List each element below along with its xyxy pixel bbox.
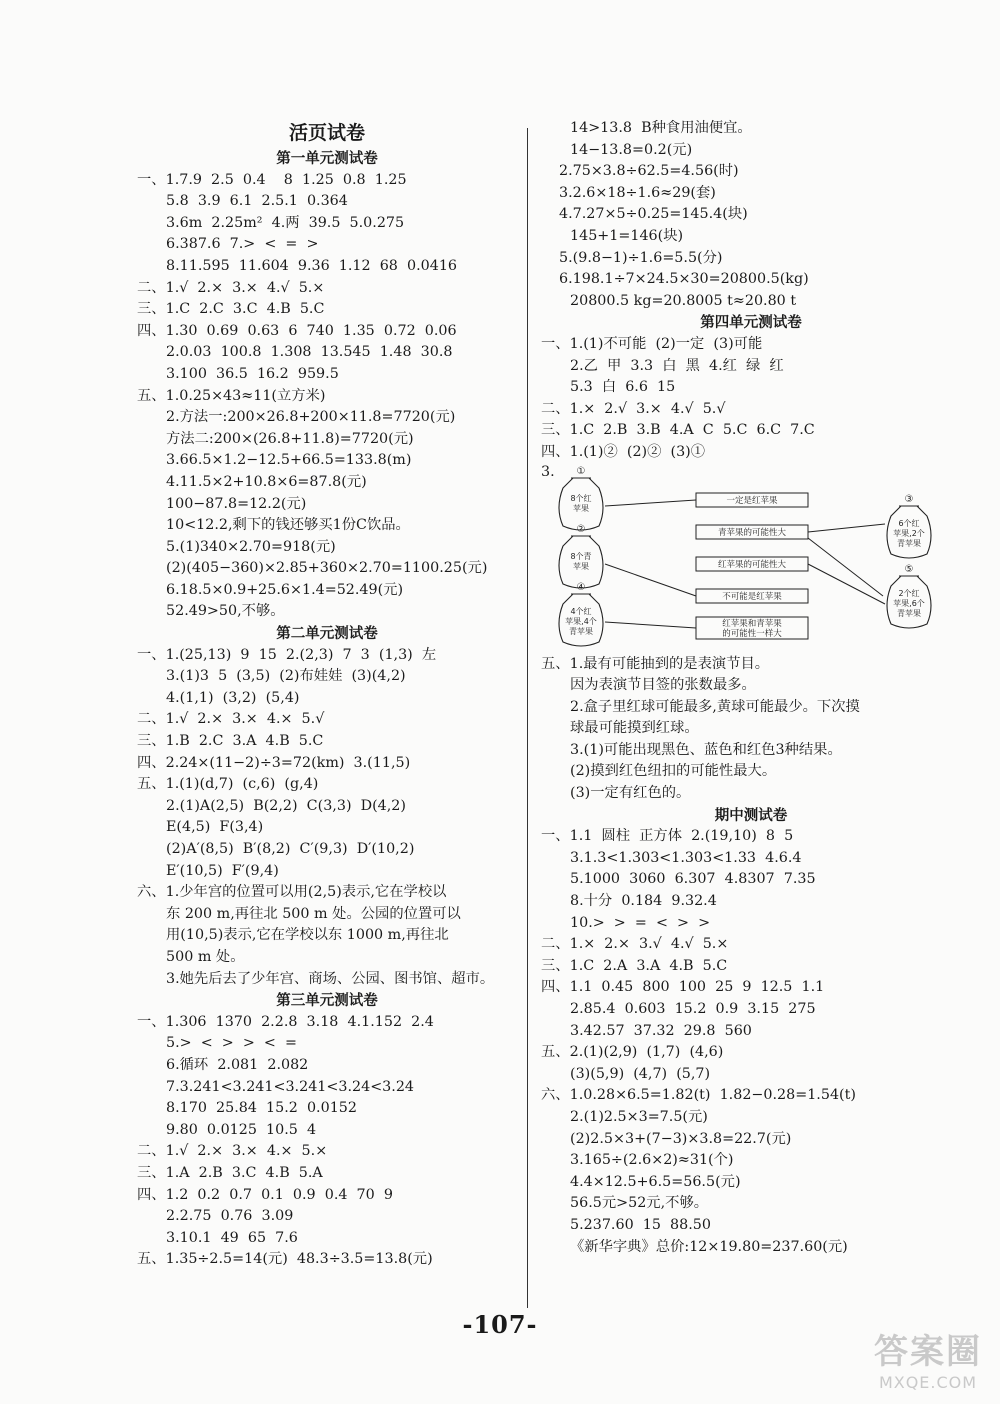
answer-line: E′(10,5) F′(9,4)	[166, 862, 279, 879]
answer-line: (3)(5,9) (4,7) (5,7)	[570, 1065, 711, 1082]
answer-line: 2.0.03 100.8 1.308 13.545 1.48 30.8	[166, 344, 453, 361]
answer-line: 3.2.6×18÷1.6≈29(套)	[559, 184, 716, 201]
answer-line: 一、1.1 圆柱 正方体 2.(19,10) 8 5	[541, 828, 794, 845]
bag-text: 苹果,2个	[893, 528, 925, 538]
answer-line: 4.7.27×5÷0.25=145.4(块)	[559, 206, 748, 223]
connector-line	[605, 500, 696, 506]
answer-line: 5.3 白 6.6 15	[570, 379, 676, 396]
answer-line: (2)(405−360)×2.85+360×2.70=1100.25(元)	[166, 560, 488, 577]
bag-number: ④	[576, 581, 586, 593]
bag-text: 8个红	[570, 493, 592, 503]
answer-box-text: 不可能是红苹果	[722, 591, 782, 602]
answer-line: 4.4×12.5+6.5=56.5(元)	[570, 1173, 741, 1190]
answer-line: 2.2.75 0.76 3.09	[166, 1208, 294, 1225]
answer-line: 一、1.7.9 2.5 0.4 8 1.25 0.8 1.25	[137, 171, 407, 188]
connector-line	[808, 524, 885, 532]
answer-line: 二、1.√ 2.× 3.× 4.× 5.×	[137, 1143, 328, 1160]
answer-line: 3.100 36.5 16.2 959.5	[166, 365, 339, 382]
answer-line: 四、1.2 0.2 0.7 0.1 0.9 0.4 70 9	[137, 1186, 393, 1203]
answer-line: 一、1.306 1370 2.2.8 3.18 4.1.152 2.4	[137, 1013, 434, 1030]
answer-line: 2.75×3.8÷62.5=4.56(时)	[559, 163, 739, 180]
bag-number: ②	[576, 523, 586, 535]
section-heading: 活页试卷	[288, 122, 365, 144]
answer-line: 20800.5 kg=20.8005 t≈20.80 t	[570, 292, 797, 309]
bag-number: ①	[576, 465, 586, 477]
bag-number: ③	[904, 493, 914, 505]
answer-line: 5.237.60 15 88.50	[570, 1216, 711, 1233]
page-number: -107-	[462, 1310, 538, 1339]
connector-line	[808, 538, 883, 596]
left-column	[137, 118, 517, 1271]
answer-line: 用(10,5)表示,它在学校以东 1000 m,再往北	[166, 927, 449, 944]
answer-line: 一、1.(25,13) 9 15 2.(2,3) 7 3 (1,3) 左	[137, 646, 437, 663]
answer-line: 六、1.少年宫的位置可以用(2,5)表示,它在学校以	[137, 884, 447, 901]
answer-line: 五、2.(1)(2,9) (1,7) (4,6)	[541, 1044, 724, 1061]
section-heading: 期中测试卷	[714, 806, 788, 824]
answer-line: 四、1.30 0.69 0.63 6 740 1.35 0.72 0.06	[137, 322, 457, 339]
bag-text: 苹果	[573, 503, 589, 513]
watermark-top: 答案圈	[874, 1332, 982, 1372]
answer-line: 52.49>50,不够。	[166, 603, 285, 620]
answer-line: 5.8 3.9 6.1 2.5.1 0.364	[166, 193, 348, 210]
answer-line: 二、1.× 2.× 3.√ 4.√ 5.×	[541, 936, 729, 953]
answer-line: 14>13.8 B种食用油便宜。	[570, 120, 752, 136]
answer-box-text: 青苹果的可能性大	[717, 527, 787, 538]
answer-line: 2.方法一:200×26.8+200×11.8=7720(元)	[166, 409, 456, 426]
answer-line: 9.80 0.0125 10.5 4	[166, 1121, 317, 1138]
answer-line: 10.> > = < > >	[570, 914, 711, 931]
answer-line: 3.10.1 49 65 7.6	[166, 1229, 298, 1246]
section-heading: 第二单元测试卷	[276, 625, 378, 643]
answer-line: 四、2.24×(11−2)÷3=72(km) 3.(11,5)	[137, 754, 411, 771]
answer-box-text: 一定是红苹果	[726, 495, 778, 506]
watermark-logo	[874, 1324, 982, 1392]
answer-line: 一、1.(1)不可能 (2)一定 (3)可能	[541, 335, 763, 352]
answer-line: 二、1.√ 2.× 3.× 4.√ 5.×	[137, 279, 325, 296]
answer-line: 五、1.0.25×43≈11(立方米)	[137, 387, 326, 404]
bag-number: ⑤	[904, 563, 914, 575]
answer-line: 五、1.(1)(d,7) (c,6) (g,4)	[137, 776, 319, 793]
bag-text: 2个红	[898, 588, 920, 598]
answer-line: 56.5元>52元,不够。	[570, 1195, 709, 1212]
bag-text: 青苹果	[897, 538, 921, 548]
watermark-bottom: MXQE.COM	[878, 1373, 978, 1392]
bag-text: 苹果,4个	[565, 616, 597, 626]
answer-line: 六、1.0.28×6.5=1.82(t) 1.82−0.28=1.54(t)	[541, 1087, 856, 1104]
answer-line: 三、1.C 2.B 3.B 4.A C 5.C 6.C 7.C	[541, 422, 815, 439]
answer-line: 因为表演节目签的张数最多。	[570, 677, 756, 694]
answer-line: (3)一定有红色的。	[570, 785, 691, 802]
answer-line: 4.11.5×2+10.8×6=87.8(元)	[166, 473, 367, 490]
section-heading: 第四单元测试卷	[700, 314, 802, 332]
answer-line: 8.11.595 11.604 9.36 1.12 68 0.0416	[166, 257, 458, 274]
answer-line: 14−13.8=0.2(元)	[570, 141, 693, 158]
bag-text: 6个红	[898, 518, 920, 528]
answer-box-text: 红苹果和青苹果	[722, 618, 782, 629]
answer-line: 3.165÷(2.6×2)≈31(个)	[570, 1152, 734, 1169]
answer-line: 6.18.5×0.9+25.6×1.4=52.49(元)	[166, 581, 404, 598]
answer-line: 6.387.6 7.> < = >	[166, 236, 319, 253]
bag-text: 8个青	[570, 551, 592, 561]
answer-line: 145+1=146(块)	[570, 227, 684, 244]
answer-line: 4.(1,1) (3,2) (5,4)	[166, 689, 300, 706]
answer-line: 三、1.B 2.C 3.A 4.B 5.C	[137, 733, 324, 750]
answer-line: 2.盒子里红球可能最多,黄球可能最少。下次摸	[570, 698, 860, 715]
answer-line: 方法二:200×(26.8+11.8)=7720(元)	[166, 430, 414, 447]
answer-line: 2.85.4 0.603 15.2 0.9 3.15 275	[570, 1001, 816, 1017]
probability-matching-diagram	[541, 464, 961, 654]
answer-line: 三、1.A 2.B 3.C 4.B 5.A	[137, 1164, 323, 1181]
answer-line: 8.170 25.84 15.2 0.0152	[166, 1100, 357, 1117]
answer-line: 3.(1)可能出现黑色、蓝色和红色3种结果。	[570, 741, 842, 758]
answer-line: 球最可能摸到红球。	[570, 720, 699, 737]
bag-text: 青苹果	[569, 626, 593, 636]
answer-line: 三、1.C 2.A 3.A 4.B 5.C	[541, 957, 728, 974]
answer-line: 5.1000 3060 6.307 4.8307 7.35	[570, 871, 816, 888]
bag-text: 4个红	[570, 606, 592, 616]
answer-line: 5.> < > > < =	[166, 1035, 297, 1052]
connector-line	[605, 564, 696, 596]
answer-line: 3.1.3<1.303<1.303<1.33 4.6.4	[570, 849, 802, 866]
answer-line: 2.乙 甲 3.3 白 黑 4.红 绿 红	[570, 357, 784, 374]
answer-line: 3.(1)3 5 (3,5) (2)布娃娃 (3)(4,2)	[166, 668, 406, 685]
answer-line: (2)A′(8,5) B′(8,2) C′(9,3) D′(10,2)	[166, 841, 415, 857]
answer-line: 2.(1)A(2,5) B(2,2) C(3,3) D(4,2)	[166, 797, 406, 814]
answer-line: 五、1.35÷2.5=14(元) 48.3÷3.5=13.8(元)	[137, 1251, 433, 1268]
right-column	[541, 118, 961, 1258]
answer-line: 《新华字典》总价:12×19.80=237.60(元)	[570, 1238, 848, 1255]
diagram-svg	[541, 464, 961, 654]
answer-line: 100−87.8=12.2(元)	[166, 495, 307, 512]
answer-line: 二、1.√ 2.× 3.× 4.× 5.√	[137, 711, 325, 728]
answer-line: 二、1.× 2.√ 3.× 4.√ 5.√	[541, 400, 726, 417]
connector-line	[808, 564, 885, 604]
diagram-label: 3.	[541, 463, 555, 480]
bag-text: 苹果,6个	[893, 598, 925, 608]
answer-line: 3.42.57 37.32 29.8 560	[570, 1022, 752, 1039]
answer-line: 8.十分 0.184 9.32.4	[570, 893, 717, 910]
answer-line: 3.66.5×1.2−12.5+66.5=133.8(m)	[166, 452, 412, 469]
answer-box-text: 的可能性一样大	[722, 628, 782, 639]
answer-line: 10<12.2,剩下的钱还够买1份C饮品。	[166, 517, 410, 534]
answer-line: 三、1.C 2.C 3.C 4.B 5.C	[137, 301, 325, 318]
bag-text: 苹果	[573, 561, 589, 571]
answer-line: E(4,5) F(3,4)	[166, 819, 264, 836]
answer-line: 四、1.(1)② (2)② (3)①	[541, 443, 706, 460]
bag-text: 青苹果	[897, 608, 921, 618]
answer-line: 五、1.最有可能抽到的是表演节目。	[541, 655, 770, 672]
answer-line: 四、1.1 0.45 800 100 25 9 12.5 1.1	[541, 979, 825, 996]
answer-line: (2)2.5×3+(7−3)×3.8=22.7(元)	[570, 1130, 792, 1147]
answer-line: 5.(1)340×2.70=918(元)	[166, 538, 336, 555]
answer-line: 6.循环 2.081 2.082	[166, 1056, 309, 1073]
section-heading: 第三单元测试卷	[276, 992, 378, 1010]
connector-line	[605, 622, 696, 628]
column-divider	[527, 128, 528, 1308]
answer-line: 东 200 m,再往北 500 m 处。公园的位置可以	[166, 905, 461, 922]
answer-line: 3.6m 2.25m² 4.两 39.5 5.0.275	[166, 214, 405, 231]
answer-line: 3.她先后去了少年宫、商场、公园、图书馆、超市。	[166, 970, 495, 987]
answer-line: 6.198.1÷7×24.5×30=20800.5(kg)	[559, 271, 809, 288]
answer-line: 5.(9.8−1)÷1.6=5.5(分)	[559, 249, 723, 266]
answer-line: 7.3.241<3.241<3.241<3.24<3.24	[166, 1078, 415, 1095]
answer-line: (2)摸到红色纽扣的可能性最大。	[570, 763, 777, 780]
answer-line: 500 m 处。	[166, 948, 245, 965]
section-heading: 第一单元测试卷	[276, 150, 378, 167]
answer-line: 2.(1)2.5×3=7.5(元)	[570, 1108, 708, 1125]
answer-box-text: 红苹果的可能性大	[717, 559, 787, 570]
